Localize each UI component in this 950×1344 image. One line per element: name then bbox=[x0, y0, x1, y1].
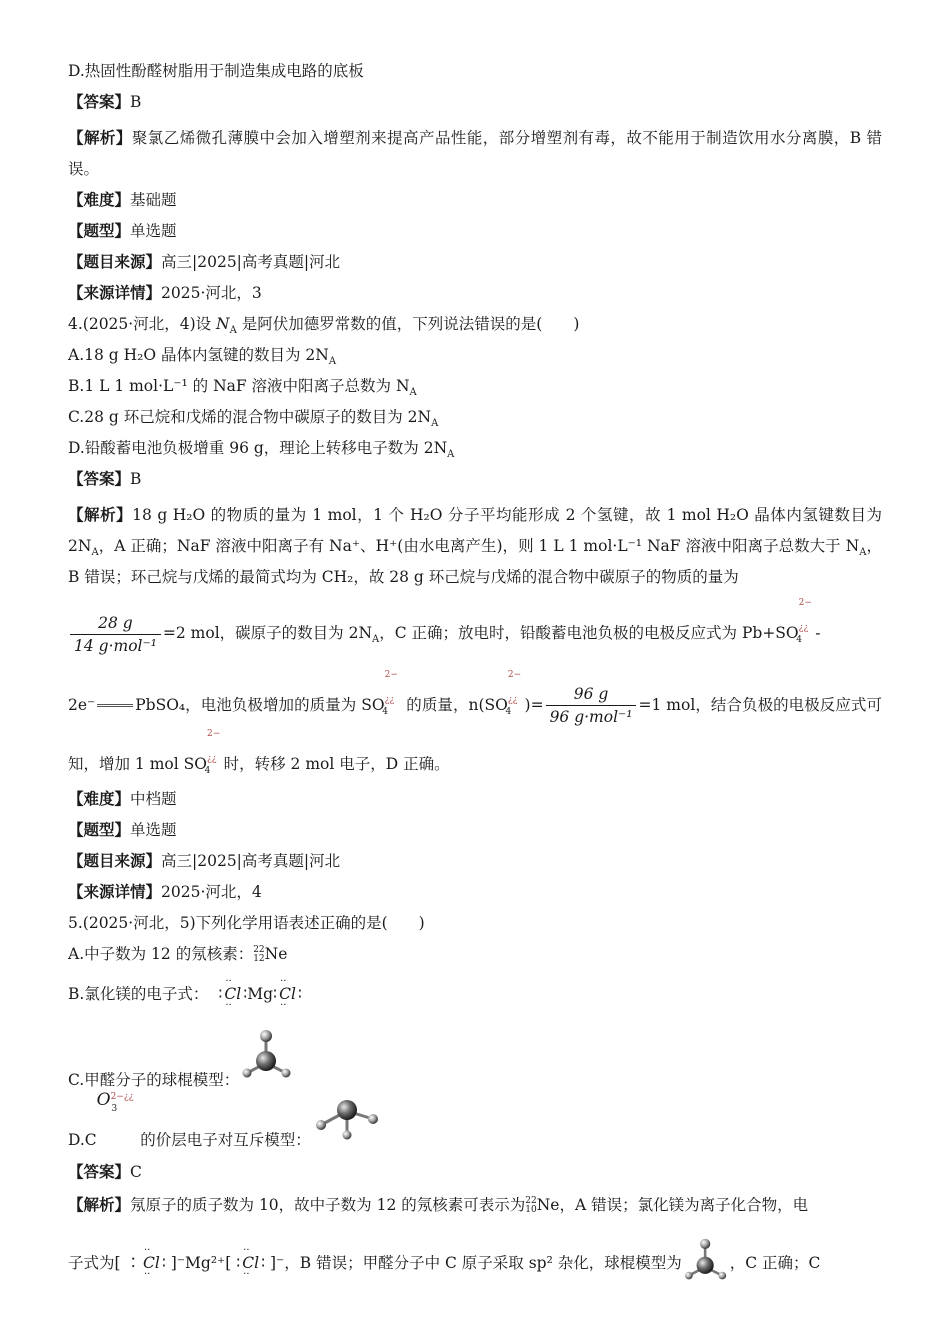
q4-analysis-sub-2: A bbox=[859, 547, 867, 559]
q5-a-element: Ne bbox=[264, 945, 288, 963]
analysis-row bbox=[68, 122, 882, 185]
q5-analysis-3a: 子式为[ bbox=[68, 1254, 121, 1272]
equation-arrow bbox=[97, 704, 133, 707]
q5-b-cl-left: ·· Cl ·· bbox=[222, 983, 243, 1005]
q4-type-value: 单选题 bbox=[130, 821, 177, 839]
difficulty-value: 基础题 bbox=[130, 191, 177, 209]
q5-analysis-cl-left: ·· Cl ·· bbox=[141, 1252, 162, 1274]
q4-analysis-6e: )= bbox=[524, 695, 544, 714]
q5-d-text-a: D.C bbox=[68, 1131, 97, 1149]
q4-stem-a: 4.(2025·河北，4)设 bbox=[68, 315, 217, 333]
q4-c-sub: A bbox=[431, 418, 439, 430]
q5-a-mass: 22 bbox=[253, 945, 265, 955]
q4-d-sub: A bbox=[447, 449, 455, 461]
type-value: 单选题 bbox=[130, 222, 177, 240]
q4-answer-value: B bbox=[130, 470, 142, 488]
q5-analysis-1: 氖原子的质子数为 10，故中子数为 12 的氖核素可表示为 bbox=[130, 1196, 526, 1214]
q4-analysis-6d: 的质量，n(SO bbox=[401, 695, 508, 714]
fraction-1 bbox=[70, 612, 161, 657]
q5-a-num: 12 bbox=[253, 954, 265, 964]
q5-a-text: A.中子数为 12 的氖核素： bbox=[68, 945, 254, 963]
q5-analysis-mass: 22 bbox=[525, 1196, 537, 1206]
q4-detail-tag: 【来源详情】 bbox=[68, 882, 162, 901]
q4-detail-value: 2025·河北，4 bbox=[161, 883, 262, 901]
q4-analysis-1: 18 g H₂O 的物质的量为 1 mol，1 个 H₂O 分子平均能形成 2 个氢键，故 1 mol H₂O 晶体内氢键数目为 2N bbox=[68, 506, 882, 555]
q4-analysis-3: ，B 错误；环己烷与戊烯的最简式均为 CH₂，故 28 g 环己烷与戊烯的混合物中碳原子的物质的量为 bbox=[68, 537, 882, 586]
q5-analysis-nuclide bbox=[525, 1197, 536, 1215]
co3-o: O bbox=[96, 1090, 111, 1110]
so4-ion-2: $^{2-¿¿}_4$ bbox=[382, 669, 398, 717]
q4-na-sub: A bbox=[229, 325, 237, 337]
detail-row bbox=[68, 282, 882, 304]
answer-value: B bbox=[130, 93, 142, 111]
q4-detail-row bbox=[68, 881, 882, 903]
q5-analysis-3b: ]⁻Mg²⁺[ bbox=[170, 1254, 232, 1272]
so4-charge-3: 2−¿¿ bbox=[507, 669, 522, 705]
co3-charge: 2−¿¿ bbox=[110, 1092, 134, 1102]
fraction-2-num: 96 g bbox=[546, 683, 637, 706]
difficulty-row bbox=[68, 189, 882, 211]
q5-c-text: C.甲醛分子的球棍模型： bbox=[68, 1071, 240, 1089]
q4-type-row bbox=[68, 819, 882, 841]
detail-tag: 【来源详情】 bbox=[68, 283, 162, 302]
option-d: D.热固性酚醛树脂用于制造集成电路的底板 bbox=[68, 62, 364, 80]
detail-value: 2025·河北，3 bbox=[161, 284, 262, 302]
q4-option-d bbox=[68, 437, 882, 459]
q4-analysis-line5 bbox=[68, 669, 882, 779]
answer-row bbox=[68, 91, 882, 113]
q5-analysis-line2: 子式为[ ∶·· Cl ·· ∶ ]⁻Mg²⁺[ ∶·· Cl ·· ∶ ]⁻，B 错误；甲醛分子中 C 原子采取 sp² 杂化，球棍模型为 ，C 正确；C bbox=[68, 1236, 882, 1292]
source-tag: 【题目来源】 bbox=[68, 252, 162, 271]
co3-ion bbox=[96, 1090, 134, 1122]
so4-charge-1: 2−¿¿ bbox=[798, 598, 812, 633]
q4-option-a bbox=[68, 344, 882, 366]
q4-difficulty-tag: 【难度】 bbox=[68, 789, 131, 808]
q4-d-text: D.铅酸蓄电池负极增重 96 g，理论上转移电子数为 2N bbox=[68, 439, 448, 457]
q4-analysis-2: ，A 正确；NaF 溶液中阳离子有 Na⁺、H⁺(由水电离产生)，则 1 L 1 mol·L⁻¹ NaF 溶液中阳离子总数大于 N bbox=[98, 537, 860, 555]
co3-sub: 3 bbox=[111, 1104, 118, 1114]
q4-stem bbox=[68, 313, 882, 335]
fraction-1-den: 14 g·mol⁻¹ bbox=[74, 636, 157, 655]
q4-option-c bbox=[68, 406, 882, 428]
q4-analysis-sub-3: A bbox=[372, 634, 380, 646]
q4-analysis-tag: 【解析】 bbox=[68, 505, 133, 524]
q4-a-text: A.18 g H₂O 晶体内氢键的数目为 2N bbox=[68, 346, 329, 364]
q5-analysis-2: ，A 错误；氯化镁为离子化合物，电 bbox=[559, 1196, 809, 1214]
q4-analysis-6f: =1 mol，结合负极的电极反应式可知，增加 1 mol SO bbox=[68, 695, 882, 773]
document-page bbox=[68, 60, 882, 1294]
q5-analysis-3c: ]⁻，B 错误；甲醛分子中 C 原子采取 sp² 杂化，球棍模型为 bbox=[270, 1254, 682, 1272]
q5-analysis-element: Ne bbox=[536, 1196, 560, 1214]
q5-option-c bbox=[68, 1027, 882, 1091]
q4-analysis-4: =2 mol，碳原子的数目为 2N bbox=[162, 624, 373, 642]
so4-ion-1: $^{2-¿¿}_4$ bbox=[796, 598, 812, 645]
q5-answer-row bbox=[68, 1161, 882, 1183]
so4-charge-4: 2−¿¿ bbox=[206, 729, 221, 764]
q4-na: N bbox=[216, 315, 230, 333]
q5-answer-value: C bbox=[130, 1163, 142, 1181]
q4-difficulty-row bbox=[68, 788, 882, 810]
q4-analysis bbox=[68, 499, 882, 593]
q5-option-a bbox=[68, 943, 882, 965]
q5-b-cl-right: ·· Cl ·· bbox=[277, 983, 298, 1005]
answer-tag: 【答案】 bbox=[68, 92, 131, 111]
so4-ion-3: $^{2-¿¿}_4$ bbox=[505, 669, 522, 717]
source-value: 高三|2025|高考真题|河北 bbox=[161, 253, 341, 271]
formaldehyde-ball-stick-model bbox=[239, 1027, 295, 1091]
fraction-2 bbox=[546, 683, 637, 728]
difficulty-tag: 【难度】 bbox=[68, 190, 131, 209]
q4-a-sub: A bbox=[328, 356, 337, 368]
q5-analysis-num: 10 bbox=[525, 1205, 537, 1215]
q4-answer-row bbox=[68, 468, 882, 490]
q4-analysis-5: ，C 正确；放电时，铅酸蓄电池负极的电极反应式为 Pb+SO bbox=[379, 624, 799, 642]
q4-analysis-sub-1: A bbox=[91, 547, 99, 559]
q4-difficulty-value: 中档题 bbox=[130, 790, 177, 808]
type-row bbox=[68, 220, 882, 242]
so4-charge-2: 2−¿¿ bbox=[384, 669, 398, 705]
q5-a-nuclide bbox=[253, 946, 264, 964]
type-tag: 【题型】 bbox=[68, 221, 131, 240]
fraction-1-num: 28 g bbox=[70, 612, 161, 635]
q5-d-text-b: 的价层电子对互斥模型： bbox=[135, 1131, 311, 1149]
formaldehyde-model-inline bbox=[682, 1236, 730, 1292]
analysis-text: 聚氯乙烯微孔薄膜中会加入增塑剂来提高产品性能，部分增塑剂有毒，故不能用于制造饮用水分离膜，B 错误。 bbox=[68, 129, 882, 178]
q5-analysis-tag: 【解析】 bbox=[68, 1195, 131, 1214]
q5-answer-tag: 【答案】 bbox=[68, 1162, 131, 1181]
q5-b-text: B.氯化镁的电子式： bbox=[68, 985, 209, 1003]
q4-b-sub: A bbox=[409, 387, 417, 399]
q4-analysis-6g: 时，转移 2 mol 电子，D 正确。 bbox=[223, 755, 450, 773]
analysis-tag: 【解析】 bbox=[68, 128, 132, 147]
q4-analysis-6b: 2e⁻ bbox=[68, 695, 96, 714]
co3-vsepr-model bbox=[311, 1097, 387, 1151]
source-row bbox=[68, 251, 882, 273]
q5-option-d bbox=[68, 1090, 882, 1151]
q5-analysis-cl-right: ·· Cl ·· bbox=[240, 1252, 261, 1274]
q5-analysis-3d: ，C 正确；C bbox=[729, 1254, 821, 1272]
q4-c-text: C.28 g 环己烷和戊烯的混合物中碳原子的数目为 2N bbox=[68, 408, 432, 426]
so4-ion-4: $^{2-¿¿}_4$ bbox=[204, 729, 221, 776]
q4-option-b bbox=[68, 375, 882, 397]
q4-type-tag: 【题型】 bbox=[68, 820, 131, 839]
q4-source-row bbox=[68, 850, 882, 872]
q5-stem: 5.(2025·河北，5)下列化学用语表述正确的是( ) bbox=[68, 914, 425, 932]
q4-source-value: 高三|2025|高考真题|河北 bbox=[161, 852, 341, 870]
q4-answer-tag: 【答案】 bbox=[68, 469, 131, 488]
q5-option-b: B.氯化镁的电子式： ∶·· Cl ·· ∶Mg∶·· Cl ·· ∶ bbox=[68, 983, 882, 1005]
fraction-2-den: 96 g·mol⁻¹ bbox=[549, 708, 633, 726]
q4-source-tag: 【题目来源】 bbox=[68, 851, 162, 870]
q4-analysis-6a: - bbox=[815, 624, 821, 642]
q4-stem-b: 是阿伏加德罗常数的值，下列说法错误的是( ) bbox=[236, 315, 580, 333]
q5-b-mg: Mg bbox=[247, 985, 274, 1003]
q4-b-text: B.1 L 1 mol·L⁻¹ 的 NaF 溶液中阳离子总数为 N bbox=[68, 377, 410, 395]
q4-analysis-6c: PbSO₄，电池负极增加的质量为 SO bbox=[135, 695, 385, 714]
q4-analysis-line4 bbox=[68, 597, 882, 657]
q5-analysis bbox=[68, 1192, 882, 1218]
